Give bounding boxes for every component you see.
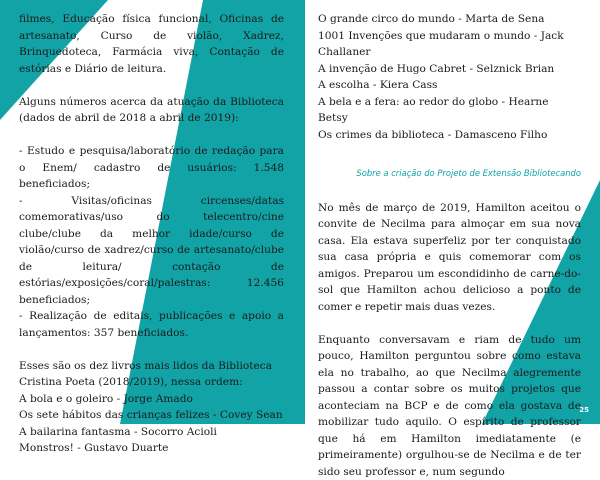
story-paragraph: Enquanto conversavam e riam de tudo um pouco, Hamilton perguntou sobre como estava ela no trabalho, ao que Necilma alegremente passou a contar sobre os muitos projetos que aconteciam na BCP e de como ela gostava de mobilizar tudo aquilo. O espírito de professor que há em Hamilton imediatamente (e primeiramente) orgulhou-se de Necilma e de ter sido seu professor e, num segundo xyxy=(318,332,581,480)
left-column xyxy=(19,11,284,457)
numbers-heading: Alguns números acerca da atuação da Biblioteca (dados de abril de 2018 a abril de 2019): xyxy=(19,94,284,127)
book-item: Os sete hábitos das crianças felizes - Covey Sean xyxy=(19,407,284,424)
book-item: A bailarina fantasma - Socorro Acioli xyxy=(19,424,284,441)
page-number: 25 xyxy=(579,406,589,414)
books-heading: Esses são os dez livros mais lidos da Biblioteca Cristina Poeta (2018/2019), nessa ordem: xyxy=(19,358,284,391)
book-item: A escolha - Kiera Cass xyxy=(318,77,581,94)
stat-item: - Visitas/oficinas circenses/datas comemorativas/uso do telecentro/cine clube/clube da melhor idade/curso de violão/curso de xadrez/curso de artesanato/clube de leitura/ contação de estórias/exposições/coral/palestras: 12.456 beneficiados; xyxy=(19,193,284,309)
stat-item: - Estudo e pesquisa/laboratório de redação para o Enem/ cadastro de usuários: 1.548 beneficiados; xyxy=(19,143,284,193)
story-paragraph: No mês de março de 2019, Hamilton aceitou o convite de Necilma para almoçar em sua nova casa. Ela estava superfeliz por ter conquistado sua casa própria e quis comemorar com os amigos. Preparou um escondidinho de carne-do-sol que Hamilton achou delicioso a ponto de comer e repetir mais duas vezes. xyxy=(318,200,581,316)
book-item: A invenção de Hugo Cabret - Selznick Brian xyxy=(318,61,581,78)
book-item: A bela e a fera: ao redor do globo - Hearne Betsy xyxy=(318,94,581,127)
stat-item: - Realização de editais, publicações e apoio a lançamentos: 357 beneficiados. xyxy=(19,308,284,341)
book-item: O grande circo do mundo - Marta de Sena xyxy=(318,11,581,28)
right-column xyxy=(318,11,581,480)
book-item: A bola e o goleiro - Jorge Amado xyxy=(19,391,284,408)
book-item: 1001 Invenções que mudaram o mundo - Jack Challaner xyxy=(318,28,581,61)
activities-intro: filmes, Educação física funcional, Oficinas de artesanato, Curso de violão, Xadrez, Brinquedoteca, Farmácia viva, Contação de estórias e Diário de leitura. xyxy=(19,11,284,77)
section-subtitle: Sobre a criação do Projeto de Extensão Bibliotecando xyxy=(318,165,581,182)
book-item: Monstros! - Gustavo Duarte xyxy=(19,440,284,457)
book-item: Os crimes da biblioteca - Damasceno Filho xyxy=(318,127,581,144)
